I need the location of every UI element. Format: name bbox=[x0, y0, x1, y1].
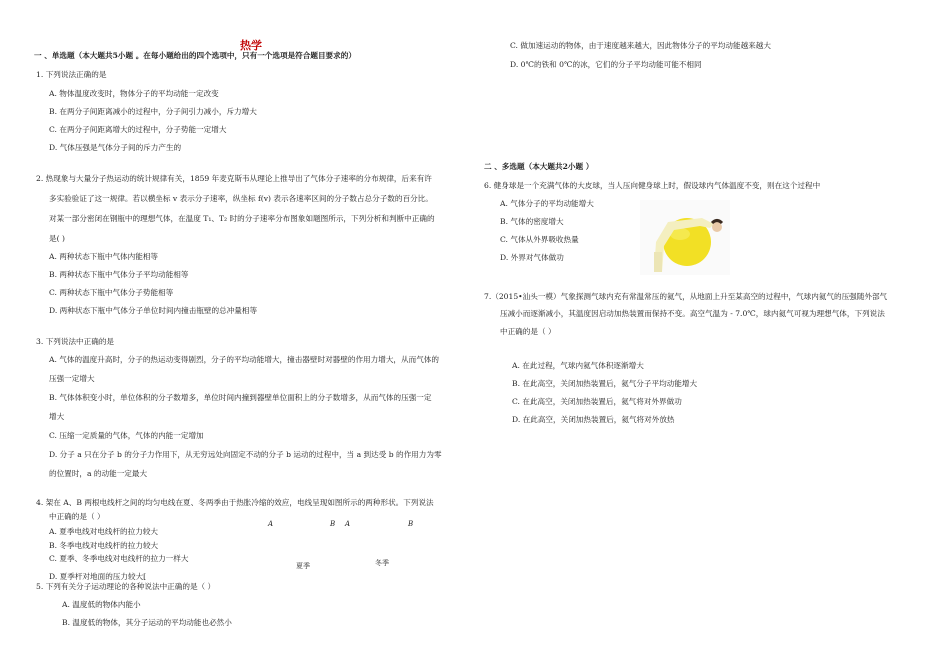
q4-fig-summer-label: 夏季 bbox=[296, 562, 310, 570]
q4-option-a: A. 夏季电线对电线杆的拉力较大 bbox=[49, 527, 159, 536]
q3-option-c: C. 压缩一定质量的气体，气体的内能一定增加 bbox=[49, 431, 204, 440]
section-heading-multi-choice: 二 、多选题（本大题共2小题 ） bbox=[484, 162, 594, 171]
q5-option-c: C. 做加速运动的物体，由于速度越来越大，因此物体分子的平均动能越来越大 bbox=[510, 41, 771, 50]
section-heading-single-choice: 一 、单选题（本大题共5小题 。在每小题给出的四个选项中，只有一个选项是符合题目要求的） bbox=[34, 51, 356, 60]
q4-fig-winter-pole-a: A bbox=[345, 520, 351, 528]
q7-option-d: D. 在此高空，关闭加热装置后，氦气将对外放热 bbox=[512, 415, 675, 424]
q6-option-a: A. 气体分子的平均动能增大 bbox=[500, 199, 594, 208]
q5-option-d: D. 0℃的铁和 0℃的冰，它们的分子平均动能可能不相同 bbox=[510, 60, 702, 69]
q7-option-a: A. 在此过程，气球内氦气体积逐渐增大 bbox=[512, 361, 644, 370]
q4-fig-summer-pole-b: B bbox=[330, 520, 336, 528]
q2-option-d: D. 两种状态下瓶中气体分子单位时间内撞击瓶壁的总冲量相等 bbox=[49, 306, 258, 315]
woman-on-yoga-ball-illustration bbox=[640, 200, 730, 275]
q2-option-c: C. 两种状态下瓶中气体分子势能相等 bbox=[49, 288, 174, 297]
q7-stem-line3: 中正确的是（ ） bbox=[500, 327, 556, 336]
q5-option-a: A. 温度低的物体内能小 bbox=[62, 600, 141, 609]
q4-fig-winter-label: 冬季 bbox=[375, 559, 389, 567]
q4-stem-line2: 中正确的是（ ） bbox=[49, 512, 105, 521]
q4-option-c: C. 夏季、冬季电线对电线杆的拉力一样大 bbox=[49, 554, 189, 563]
q4-option-d: D. 夏季杆对地面的压力较大[ bbox=[49, 572, 147, 581]
q1-option-a: A. 物体温度改变时，物体分子的平均动能一定改变 bbox=[49, 89, 219, 98]
q4-option-b: B. 冬季电线对电线杆的拉力较大 bbox=[49, 541, 159, 550]
q4-fig-summer-pole-a: A bbox=[268, 520, 274, 528]
q2-stem-line2: 多实验验证了这一规律。若以横坐标 v 表示分子速率，纵坐标 f(v) 表示各速率区间的分子数占总分子数的百分比。 bbox=[49, 194, 433, 203]
q6-option-c: C. 气体从外界吸收热量 bbox=[500, 235, 579, 244]
q6-stem: 6. 健身球是一个充满气体的大皮球，当人压向健身球上时，假设球内气体温度不变，则在这个过程中 bbox=[484, 181, 821, 190]
q3-stem: 3. 下列说法中正确的是 bbox=[36, 337, 115, 346]
q1-stem: 1. 下列说法正确的是 bbox=[36, 70, 107, 79]
q3-option-a-line2: 压强一定增大 bbox=[49, 374, 95, 383]
q3-option-a-line1: A. 气体的温度升高时，分子的热运动变得剧烈，分子的平均动能增大，撞击器壁时对器壁的作用力增大，从而气体的 bbox=[49, 355, 439, 364]
q4-fig-winter-pole-b: B bbox=[408, 520, 414, 528]
q7-stem-line2: 压减小而逐渐减小，其温度因启动加热装置而保持不变。高空气温为 - 7.0℃，球内氦气可视为理想气体，下列说法 bbox=[500, 309, 885, 318]
q6-option-d: D. 外界对气体做功 bbox=[500, 253, 564, 262]
q2-stem-line4: 是( ) bbox=[49, 234, 65, 243]
q7-option-c: C. 在此高空，关闭加热装置后，氦气将对外界做功 bbox=[512, 397, 682, 406]
q2-stem-line1: 2. 热现象与大量分子热运动的统计规律有关，1859 年麦克斯韦从理论上推导出了气体分子速率的分布规律，后来有许 bbox=[36, 174, 432, 183]
q7-option-b: B. 在此高空，关闭加热装置后，氦气分子平均动能增大 bbox=[512, 379, 698, 388]
q3-option-b-line2: 增大 bbox=[49, 412, 65, 421]
q2-stem-line3: 对某一部分密闭在钢瓶中的理想气体，在温度 T₁、T₂ 时的分子速率分布图象如题图所示，下列分析和判断中正确的 bbox=[49, 214, 435, 223]
page-title: 热学 bbox=[240, 39, 262, 52]
q1-option-c: C. 在两分子间距离增大的过程中，分子势能一定增大 bbox=[49, 125, 227, 134]
q5-option-b: B. 温度低的物体，其分子运动的平均动能也必然小 bbox=[62, 618, 232, 627]
q1-option-b: B. 在两分子间距离减小的过程中，分子间引力减小，斥力增大 bbox=[49, 107, 257, 116]
q6-option-b: B. 气体的密度增大 bbox=[500, 217, 564, 226]
q1-option-d: D. 气体压强是气体分子间的斥力产生的 bbox=[49, 143, 182, 152]
q5-stem: 5. 下列有关分子运动理论的各种说法中正确的是（ ） bbox=[36, 582, 216, 591]
q7-stem-line1: 7.（2015•汕头一模）气象探测气球内充有常温常压的氦气，从地面上升至某高空的过程中，气球内氦气的压强随外部气 bbox=[484, 292, 888, 301]
q2-option-a: A. 两种状态下瓶中气体内能相等 bbox=[49, 252, 159, 261]
q3-option-b-line1: B. 气体体积变小时，单位体积的分子数增多，单位时间内撞到器壁单位面积上的分子数增多，从而气体的压强一定 bbox=[49, 393, 432, 402]
q3-option-d-line1: D. 分子 a 只在分子 b 的分子力作用下，从无穷远处向固定不动的分子 b 运动的过程中，当 a 到达受 b 的作用力为零 bbox=[49, 450, 442, 459]
q4-stem-line1: 4. 架在 A、B 两根电线杆之间的均匀电线在夏、冬两季由于热胀冷缩的效应，电线呈现如图所示的两种形状。下列说法 bbox=[36, 498, 434, 507]
q2-option-b: B. 两种状态下瓶中气体分子平均动能相等 bbox=[49, 270, 189, 279]
q3-option-d-line2: 的位置时，a 的动能一定最大 bbox=[49, 469, 148, 478]
